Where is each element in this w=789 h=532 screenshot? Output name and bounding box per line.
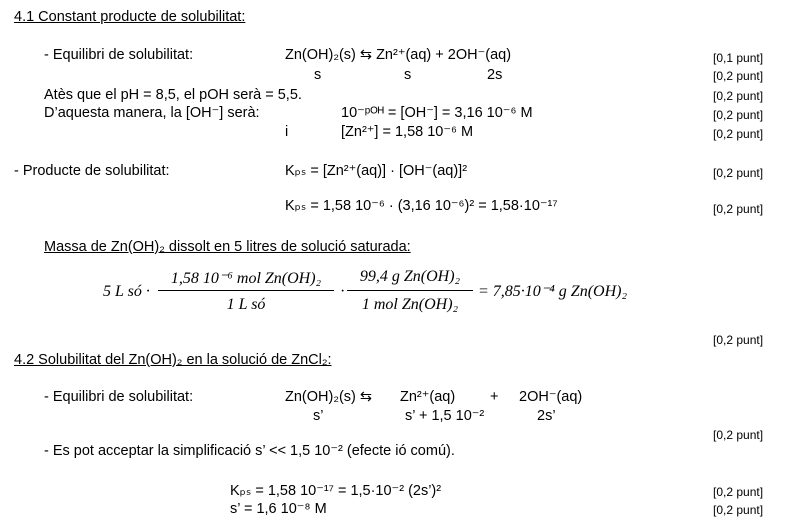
points-3: [0,2 punt]	[713, 89, 764, 103]
i-label: i	[285, 124, 289, 140]
points-5: [0,2 punt]	[713, 127, 764, 141]
calc-result: = 7,85·10⁻⁴ g Zn(OH)₂	[478, 283, 628, 300]
kps-label: - Producte de solubilitat:	[14, 163, 170, 179]
section-4-2-heading: 4.2 Solubilitat del Zn(OH)₂ en la solució de ZnCl₂:	[14, 352, 332, 368]
zn-equation: [Zn²⁺] = 1,58 10⁻⁶ M	[341, 124, 474, 140]
fraction2-bar	[347, 290, 473, 291]
stoich2-s: s’	[313, 408, 324, 424]
mass-heading: Massa de Zn(OH)₂ dissolt en 5 litres de solució saturada:	[44, 239, 411, 255]
points-9: [0,2 punt]	[713, 428, 764, 442]
points-8: [0,2 punt]	[713, 333, 764, 347]
section-4-1-heading: 4.1 Constant producte de solubilitat:	[14, 9, 246, 25]
fraction1-bar	[158, 290, 334, 291]
kps-expression: Kₚₛ = [Zn²⁺(aq)] · [OH⁻(aq)]²	[285, 163, 468, 179]
fraction1-denominator: 1 L só	[226, 296, 266, 313]
kps-value: Kₚₛ = 1,58 10⁻⁶ · (3,16 10⁻⁶)² = 1,58·10⁻¹⁷	[285, 198, 558, 214]
simplification-note: - Es pot acceptar la simplificació s’ << 1,5 10⁻² (efecte ió comú).	[44, 443, 455, 459]
stoich2-s-plus: s’ + 1,5 10⁻²	[405, 408, 485, 424]
fraction2-numerator: 99,4 g Zn(OH)₂	[359, 268, 461, 285]
points-4: [0,2 punt]	[713, 108, 764, 122]
equilibrium2-label: - Equilibri de solubilitat:	[44, 389, 194, 405]
equilibrium-equation: Zn(OH)₂(s) ⇆ Zn²⁺(aq) + 2OH⁻(aq)	[285, 47, 512, 63]
stoich-s1: s	[314, 67, 322, 83]
points-6: [0,2 punt]	[713, 166, 764, 180]
eq2-left: Zn(OH)₂(s) ⇆	[285, 389, 373, 405]
eq2-zn: Zn²⁺(aq)	[400, 389, 456, 405]
points-7: [0,2 punt]	[713, 202, 764, 216]
calc-dot: ·	[340, 283, 346, 300]
solubility-result: s’ = 1,6 10⁻⁸ M	[230, 501, 327, 517]
fraction1-numerator: 1,58 10⁻⁶ mol Zn(OH)₂	[170, 270, 322, 287]
points-1: [0,1 punt]	[713, 51, 764, 65]
points-2: [0,2 punt]	[713, 69, 764, 83]
points-11: [0,2 punt]	[713, 503, 764, 517]
oh-label: D’aquesta manera, la [OH⁻] serà:	[44, 105, 260, 121]
eq2-oh: 2OH⁻(aq)	[519, 389, 583, 405]
fraction2-denominator: 1 mol Zn(OH)₂	[361, 296, 459, 313]
eq2-plus: +	[490, 389, 499, 405]
calc-lhs: 5 L só ·	[103, 283, 150, 300]
equilibrium-label: - Equilibri de solubilitat:	[44, 47, 194, 63]
stoich-s2: s	[404, 67, 412, 83]
oh-equation: 10⁻ᵖᴼᴴ = [OH⁻] = 3,16 10⁻⁶ M	[341, 105, 533, 121]
kps2-line: Kₚₛ = 1,58 10⁻¹⁷ = 1,5·10⁻² (2s’)²	[230, 483, 442, 499]
stoich-2s: 2s	[487, 67, 503, 83]
ph-statement: Atès que el pH = 8,5, el pOH serà = 5,5.	[44, 87, 302, 103]
stoich2-2s: 2s’	[537, 408, 556, 424]
points-10: [0,2 punt]	[713, 485, 764, 499]
